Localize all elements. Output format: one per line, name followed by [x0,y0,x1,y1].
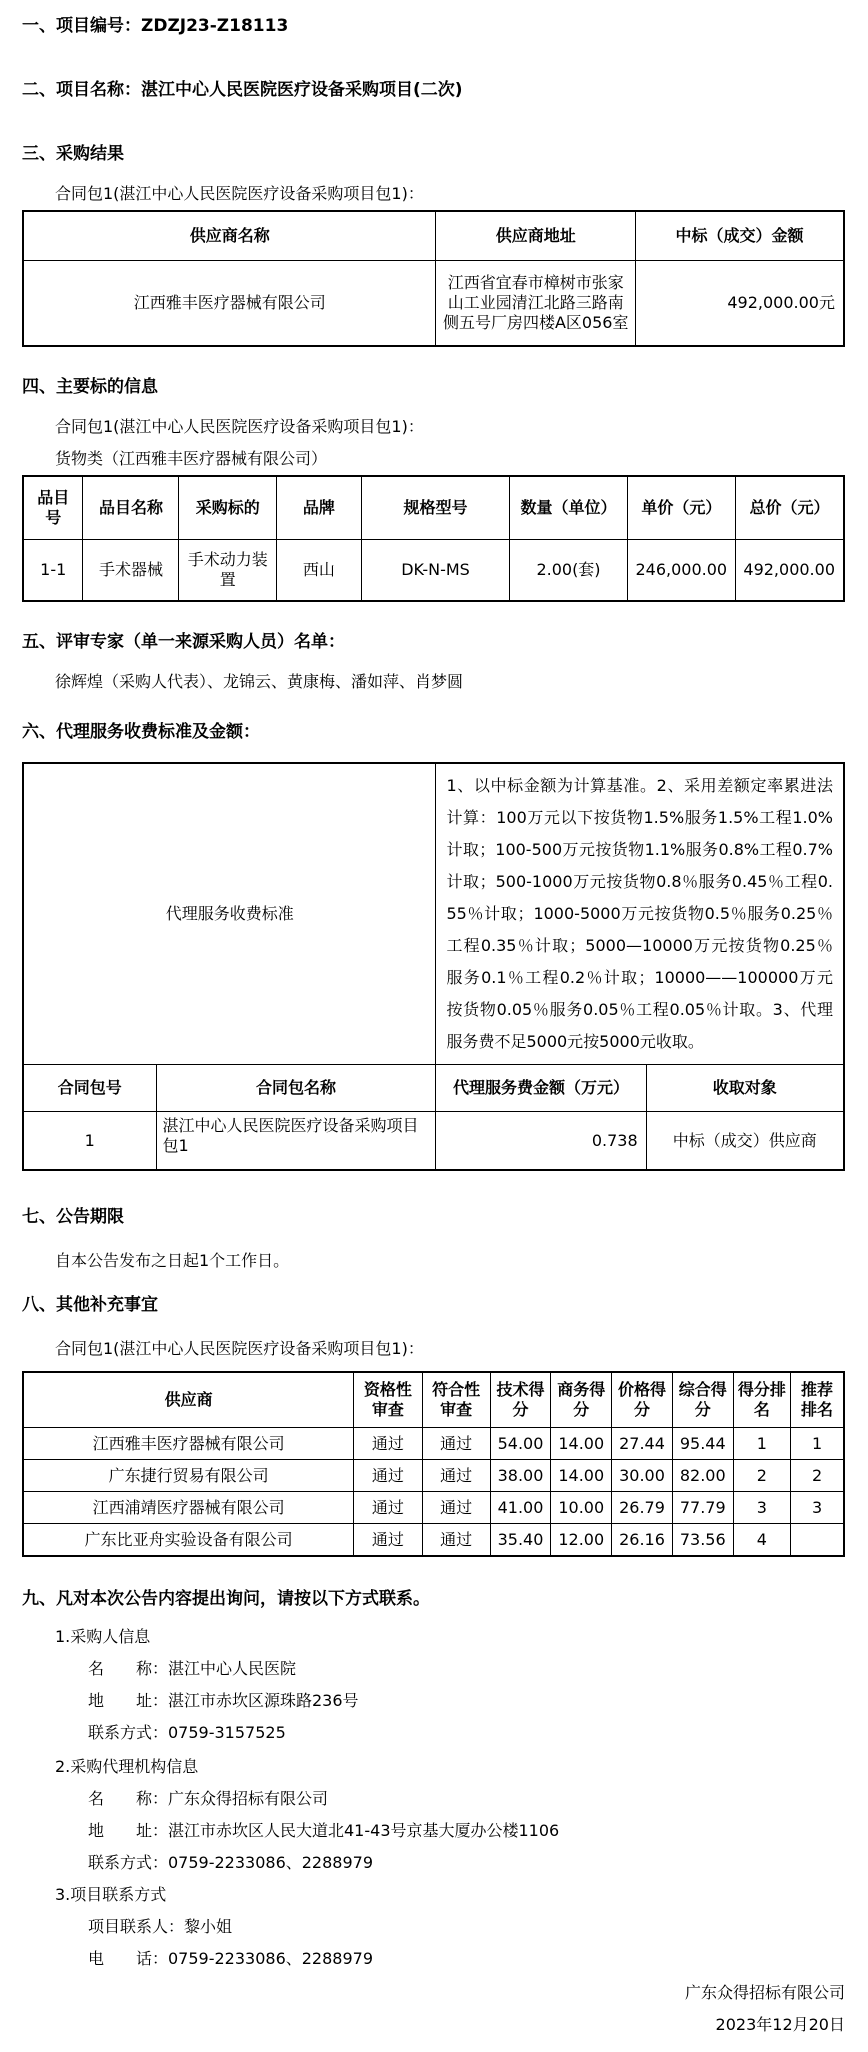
overall-score-cell: 82.00 [672,1460,733,1492]
spec-model-header: 规格型号 [361,476,510,540]
supplier-header: 供应商 [23,1372,354,1428]
score-rank-cell: 2 [733,1460,790,1492]
price-score-cell: 30.00 [612,1460,673,1492]
business-score-cell: 10.00 [551,1492,612,1524]
item-name-header: 品目名称 [83,476,179,540]
recommend-rank-cell: 3 [791,1492,844,1524]
table-header-row [23,211,844,261]
supplier-name-header: 供应商名称 [23,211,436,261]
brand-header: 品牌 [277,476,362,540]
package-no-cell: 1 [23,1112,156,1171]
project-name-line [22,80,845,100]
business-score-cell: 14.00 [551,1460,612,1492]
announcement-period-text: 自本公告发布之日起1个工作日。 [55,1251,290,1270]
supplier-cell: 江西浦靖医疗器械有限公司 [23,1492,354,1524]
fee-payer-cell: 中标（成交）供应商 [646,1112,844,1171]
unit-price-cell: 246,000.00 [627,540,735,602]
project-number-label: 一、项目编号： [22,16,141,36]
table-row [23,1492,844,1524]
item-name-cell: 手术器械 [83,540,179,602]
recommend-rank-cell [791,1524,844,1557]
score-rank-cell: 1 [733,1428,790,1460]
footer-date: 2023年12月20日 [715,2015,845,2034]
section-title-other-matters: 八、其他补充事宜 [22,1295,158,1315]
project-contact-heading: 3.项目联系方式 [55,1885,167,1904]
table-row [23,261,844,347]
package-name-header: 合同包名称 [156,1065,436,1112]
qualification-cell: 通过 [354,1492,422,1524]
table-row [23,540,844,602]
conformity-cell: 通过 [422,1460,490,1492]
item-no-cell: 1-1 [23,540,83,602]
project-contact-person: 项目联系人：黎小姐 [88,1917,233,1936]
overall-score-cell: 95.44 [672,1428,733,1460]
supplier-name-cell: 江西雅丰医疗器械有限公司 [23,261,436,347]
overall-score-cell: 77.79 [672,1492,733,1524]
project-name-label: 二、项目名称： [22,80,141,100]
fee-standard-row [23,763,844,1065]
technical-score-cell: 41.00 [490,1492,551,1524]
quantity-header: 数量（单位） [510,476,627,540]
section-title-contact: 九、凡对本次公告内容提出询问，请按以下方式联系。 [22,1589,430,1609]
score-rank-cell: 4 [733,1524,790,1557]
spec-model-cell: DK-N-MS [361,540,510,602]
purchaser-name: 名 称：湛江中心人民医院 [88,1659,297,1678]
table-header-row [23,1372,844,1428]
project-name-value: 湛江中心人民医院医疗设备采购项目(二次) [141,80,463,100]
section-title-main-bid-info: 四、主要标的信息 [22,377,158,397]
package-note-result: 合同包1(湛江中心人民医院医疗设备采购项目包1)： [55,184,424,203]
table-header-row [23,476,844,540]
agency-address: 地 址：湛江市赤坎区人民大道北41-43号京基大厦办公楼1106 [88,1821,560,1840]
recommend-rank-cell: 2 [791,1460,844,1492]
award-amount-cell: 492,000.00元 [635,261,844,347]
agency-fee-table [22,762,845,1171]
brand-cell: 西山 [277,540,362,602]
price-score-cell: 27.44 [612,1428,673,1460]
procurement-target-header: 采购标的 [179,476,277,540]
table-row [23,1428,844,1460]
purchaser-address: 地 址：湛江市赤坎区源珠路236号 [88,1691,359,1710]
score-rank-cell: 3 [733,1492,790,1524]
table-row [23,1524,844,1557]
business-score-cell: 14.00 [551,1428,612,1460]
section-title-announcement-period: 七、公告期限 [22,1207,124,1227]
unit-price-header: 单价（元） [627,476,735,540]
technical-score-cell: 38.00 [490,1460,551,1492]
project-number-line [22,16,845,36]
price-score-header: 价格得分 [612,1372,673,1428]
agency-phone: 联系方式：0759-2233086、2288979 [88,1853,374,1872]
supplier-score-table [22,1371,845,1557]
procurement-result-table [22,210,845,347]
table-row [23,1112,844,1171]
table-row [23,1460,844,1492]
recommend-rank-header: 推荐排名 [791,1372,844,1428]
supplier-cell: 江西雅丰医疗器械有限公司 [23,1428,354,1460]
supplier-address-cell: 江西省宜春市樟树市张家山工业园清江北路三路南侧五号厂房四楼A区056室 [436,261,636,347]
recommend-rank-cell: 1 [791,1428,844,1460]
table-header-row [23,1065,844,1112]
conformity-cell: 通过 [422,1524,490,1557]
conformity-review-header: 符合性审查 [422,1372,490,1428]
supplier-cell: 广东捷行贸易有限公司 [23,1460,354,1492]
score-rank-header: 得分排名 [733,1372,790,1428]
total-price-cell: 492,000.00 [736,540,844,602]
price-score-cell: 26.79 [612,1492,673,1524]
conformity-cell: 通过 [422,1428,490,1460]
overall-score-cell: 73.56 [672,1524,733,1557]
business-score-cell: 12.00 [551,1524,612,1557]
expert-names: 徐辉煌（采购人代表）、龙锦云、黄康梅、潘如萍、肖梦圆 [55,672,464,691]
category-note: 货物类（江西雅丰医疗器械有限公司） [55,449,328,468]
footer-company: 广东众得招标有限公司 [684,1983,845,2002]
fee-amount-header: 代理服务费金额（万元） [436,1065,646,1112]
supplier-cell: 广东比亚舟实验设备有限公司 [23,1524,354,1557]
item-no-header: 品目号 [23,476,83,540]
quantity-cell: 2.00(套) [510,540,627,602]
purchaser-phone: 联系方式：0759-3157525 [88,1723,286,1742]
purchaser-info-heading: 1.采购人信息 [55,1627,151,1646]
technical-score-cell: 35.40 [490,1524,551,1557]
technical-score-cell: 54.00 [490,1428,551,1460]
project-number-value: ZDZJ23-Z18113 [141,16,289,36]
award-amount-header: 中标（成交）金额 [635,211,844,261]
bid-items-table [22,475,845,602]
fee-standard-label: 代理服务收费标准 [23,763,436,1065]
package-note-other-matters: 合同包1(湛江中心人民医院医疗设备采购项目包1)： [55,1339,424,1358]
section-title-experts: 五、评审专家（单一来源采购人员）名单： [22,632,345,652]
agency-name: 名 称：广东众得招标有限公司 [88,1789,329,1808]
qualification-cell: 通过 [354,1524,422,1557]
section-title-agency-fee: 六、代理服务收费标准及金额： [22,722,260,742]
conformity-cell: 通过 [422,1492,490,1524]
project-contact-phone: 电 话：0759-2233086、2288979 [88,1949,374,1968]
qualification-review-header: 资格性审查 [354,1372,422,1428]
fee-amount-cell: 0.738 [436,1112,646,1171]
fee-standard-text: 1、以中标金额为计算基准。2、采用差额定率累进法计算：100万元以下按货物1.5%服务1.5%工程1.0%计取；100-500万元按货物1.1%服务0.8%工程0.7%计取；500-1000万元按货物0.8％服务0.45％工程0.55％计取；1000-5000万元按货物0.5％服务0.25％工程0.35％计取；5000—10000万元按货物0.25％服务0.1％工程0.2％计取；10000——100000万元按货物0.05％服务0.05％工程0.05％计取。3、代理服务费不足5000元按5000元收取。 [436,763,844,1065]
fee-payer-header: 收取对象 [646,1065,844,1112]
technical-score-header: 技术得分 [490,1372,551,1428]
supplier-address-header: 供应商地址 [436,211,636,261]
total-price-header: 总价（元） [736,476,844,540]
package-no-header: 合同包号 [23,1065,156,1112]
qualification-cell: 通过 [354,1460,422,1492]
overall-score-header: 综合得分 [672,1372,733,1428]
package-note-bid-info: 合同包1(湛江中心人民医院医疗设备采购项目包1)： [55,417,424,436]
procurement-target-cell: 手术动力装置 [179,540,277,602]
qualification-cell: 通过 [354,1428,422,1460]
business-score-header: 商务得分 [551,1372,612,1428]
price-score-cell: 26.16 [612,1524,673,1557]
package-name-cell: 湛江中心人民医院医疗设备采购项目包1 [156,1112,436,1171]
section-title-procurement-result: 三、采购结果 [22,144,124,164]
agency-info-heading: 2.采购代理机构信息 [55,1757,199,1776]
